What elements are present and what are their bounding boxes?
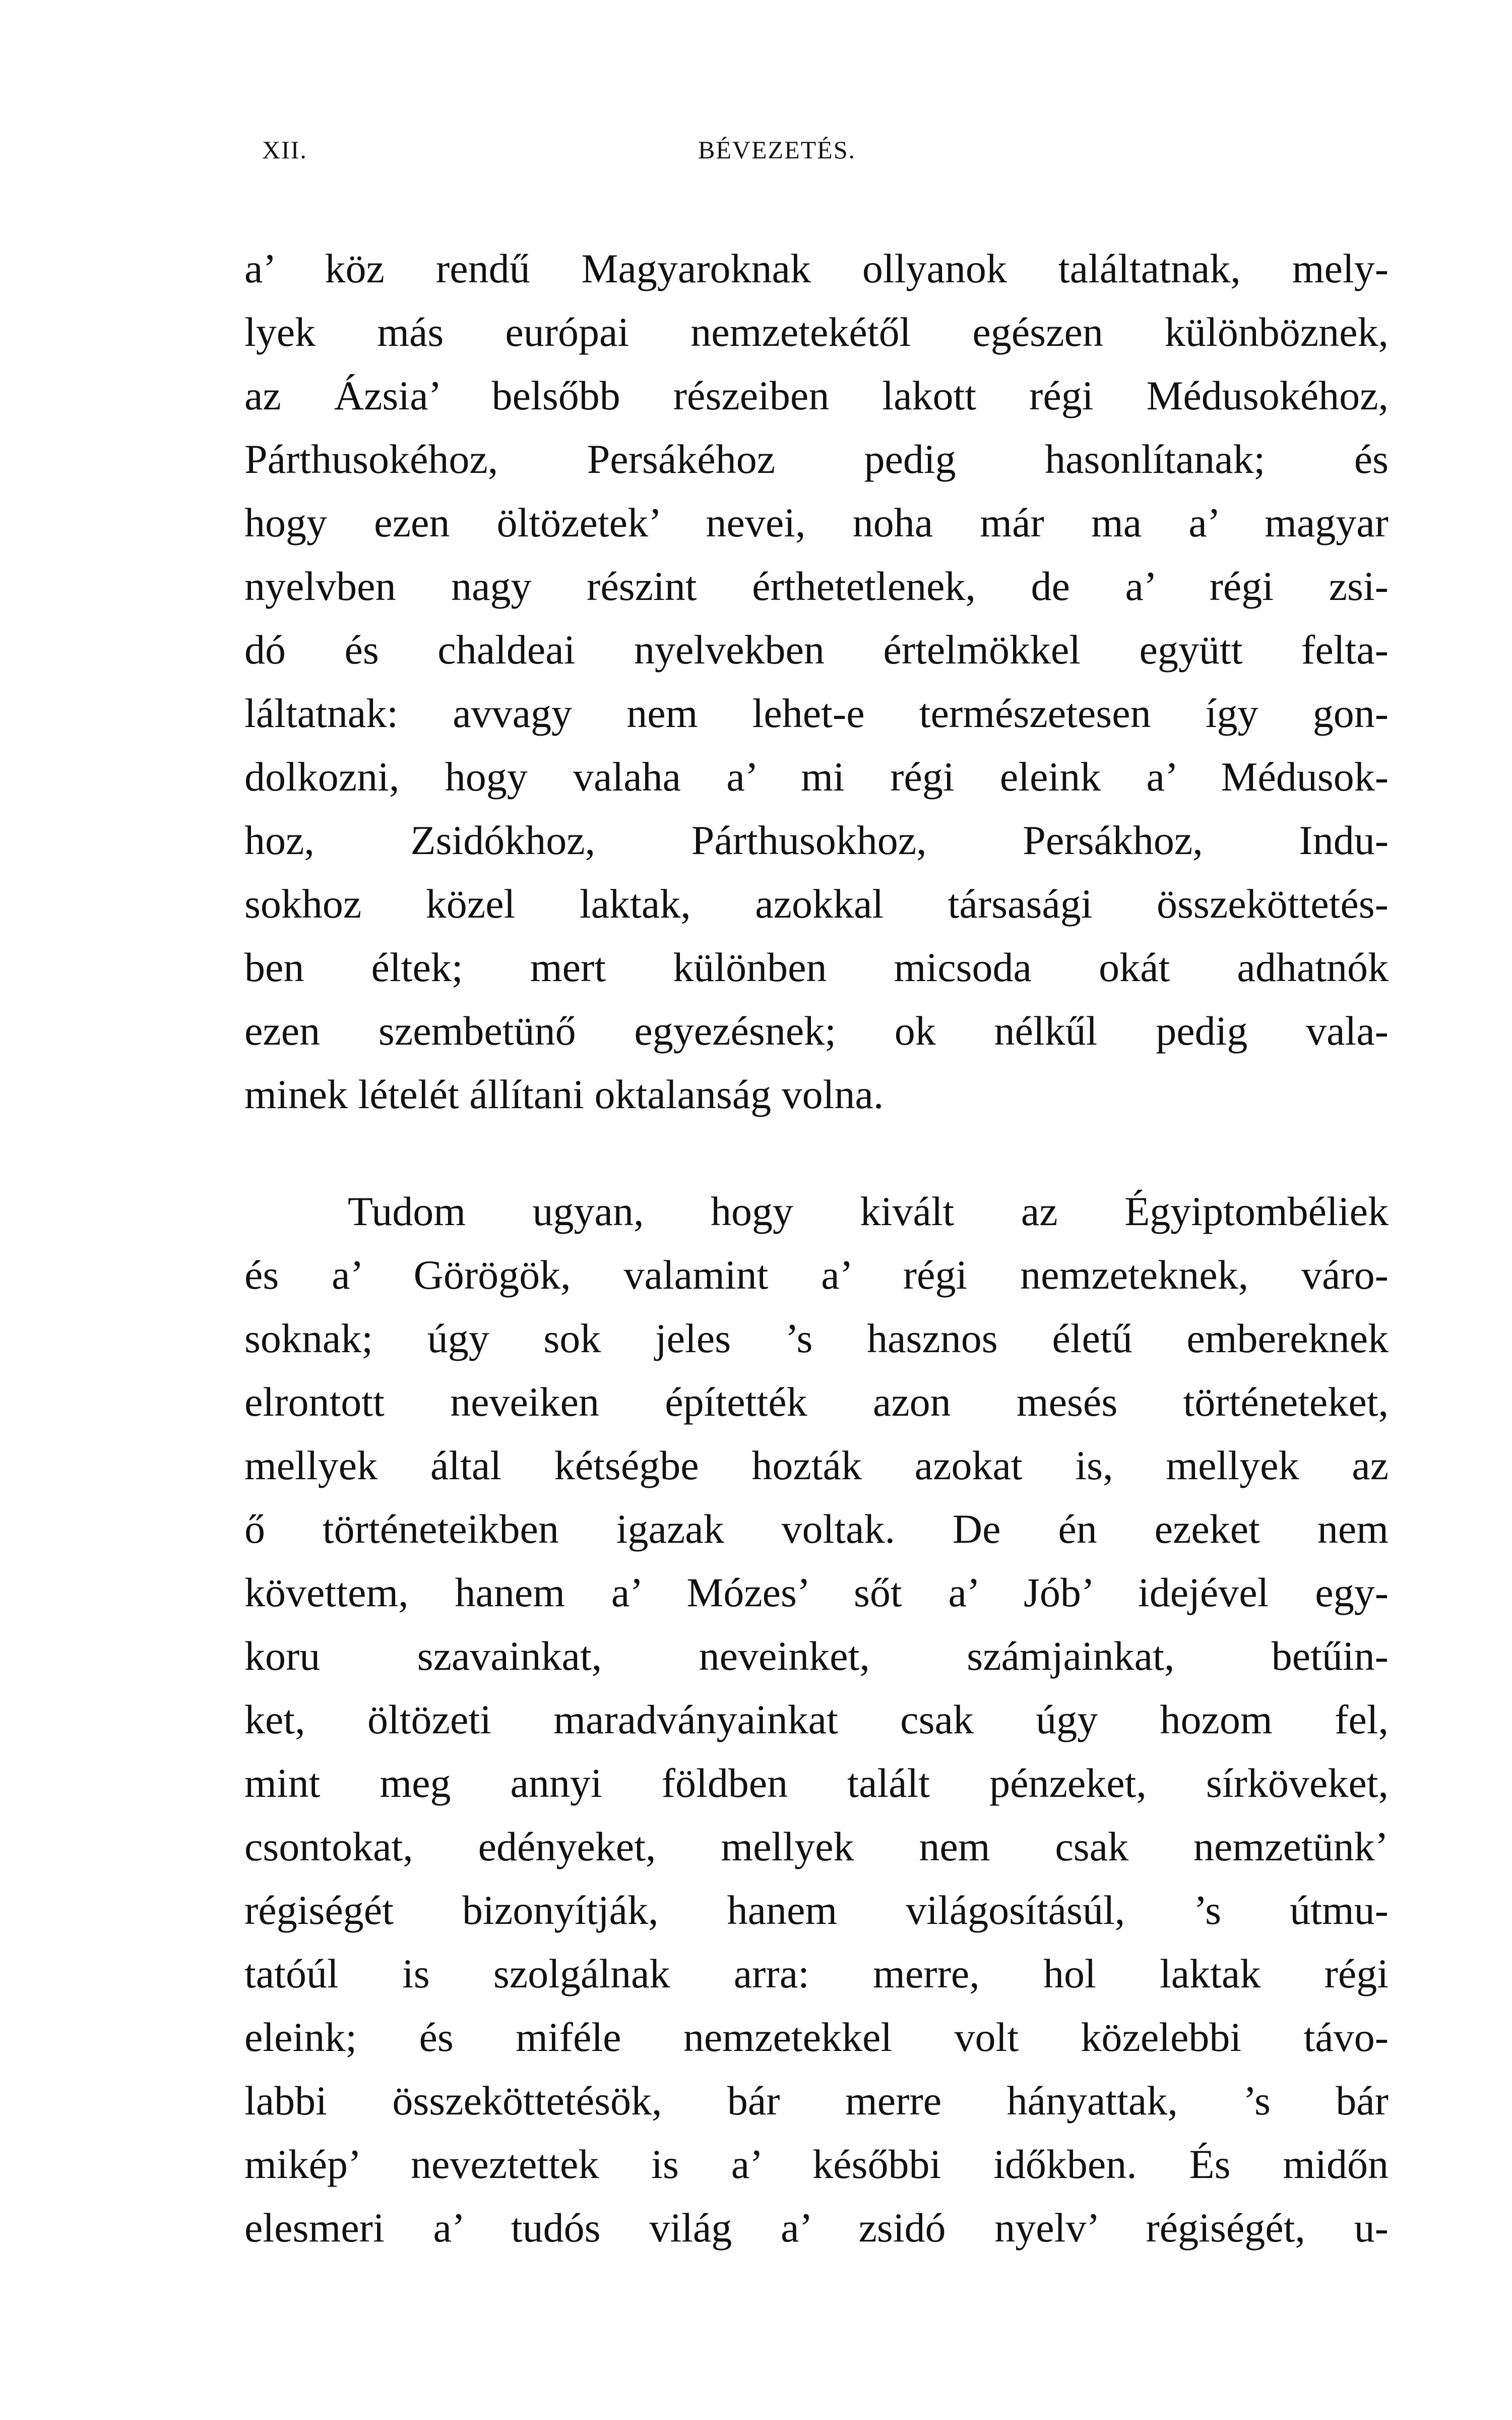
text-line: Párthusokéhoz, Persákéhoz pedig hasonlítanak; és xyxy=(244,436,1389,482)
text-line: dó és chaldeai nyelvekben értelmökkel együtt felta- xyxy=(244,627,1389,673)
text-line: csontokat, edényeket, mellyek nem csak nemzetünk’ xyxy=(244,1824,1389,1869)
running-head xyxy=(0,135,1512,175)
text-line: sokhoz közel laktak, azokkal társasági összeköttetés- xyxy=(244,881,1389,927)
text-line: ő történeteikben igazak voltak. De én ezeket nem xyxy=(244,1506,1389,1552)
text-line: soknak; úgy sok jeles ’s hasznos életű embereknek xyxy=(244,1315,1389,1361)
text-line: az Ázsia’ belsőbb részeiben lakott régi Médusokéhoz, xyxy=(244,373,1389,418)
text-line: a’ köz rendű Magyaroknak ollyanok találtatnak, mely- xyxy=(244,246,1389,291)
text-line: láltatnak: avvagy nem lehet-e természetesen így gon- xyxy=(244,690,1389,736)
text-line: ezen szembetünő egyezésnek; ok nélkűl pedig vala- xyxy=(244,1008,1389,1054)
text-line: mikép’ neveztettek is a’ későbbi időkben. És midőn xyxy=(244,2141,1389,2187)
page-number: XII. xyxy=(262,136,307,164)
text-line: és a’ Görögök, valamint a’ régi nemzeteknek, váro- xyxy=(244,1252,1389,1298)
text-line: labbi összeköttetésök, bár merre hányattak, ’s bár xyxy=(244,2078,1389,2124)
text-line: hoz, Zsidókhoz, Párthusokhoz, Persákhoz, Indu- xyxy=(244,817,1389,863)
text-line: hogy ezen öltözetek’ nevei, noha már ma a’ magyar xyxy=(244,500,1389,546)
text-line: nyelvben nagy részint érthetetlenek, de a’ régi zsi- xyxy=(244,563,1389,609)
text-line: elrontott neveiken építették azon mesés történeteket, xyxy=(244,1379,1389,1425)
text-line: régiségét bizonyítják, hanem világosításúl, ’s útmu- xyxy=(244,1887,1389,1933)
text-line: koru szavainkat, neveinket, számjainkat, betűin- xyxy=(244,1633,1389,1679)
text-line: ket, öltözeti maradványainkat csak úgy hozom fel, xyxy=(244,1697,1389,1742)
text-line: eleink; és miféle nemzetekkel volt közelebbi távo- xyxy=(244,2014,1389,2060)
text-line: Tudom ugyan, hogy kivált az Égyiptombéliek xyxy=(348,1188,1389,1234)
paragraph-1 xyxy=(244,237,1389,1126)
chapter-title: BÉVEZETÉS. xyxy=(698,136,856,164)
text-line: tatóúl is szolgálnak arra: merre, hol laktak régi xyxy=(244,1951,1389,1996)
text-line: lyek más európai nemzetekétől egészen különböznek, xyxy=(244,309,1389,355)
text-line: minek lételét állítani oktalanság volna. xyxy=(244,1071,884,1117)
text-line: mint meg annyi földben talált pénzeket, sírköveket, xyxy=(244,1760,1389,1806)
paragraph-2 xyxy=(244,1180,1389,2260)
text-line: dolkozni, hogy valaha a’ mi régi eleink a’ Médusok- xyxy=(244,754,1389,800)
text-line: mellyek által kétségbe hozták azokat is, mellyek az xyxy=(244,1442,1389,1488)
text-line: ben éltek; mert különben micsoda okát adhatnók xyxy=(244,944,1389,990)
text-line: követtem, hanem a’ Mózes’ sőt a’ Jób’ idejével egy- xyxy=(244,1569,1389,1615)
text-line: elesmeri a’ tudós világ a’ zsidó nyelv’ régiségét, u- xyxy=(244,2205,1389,2251)
